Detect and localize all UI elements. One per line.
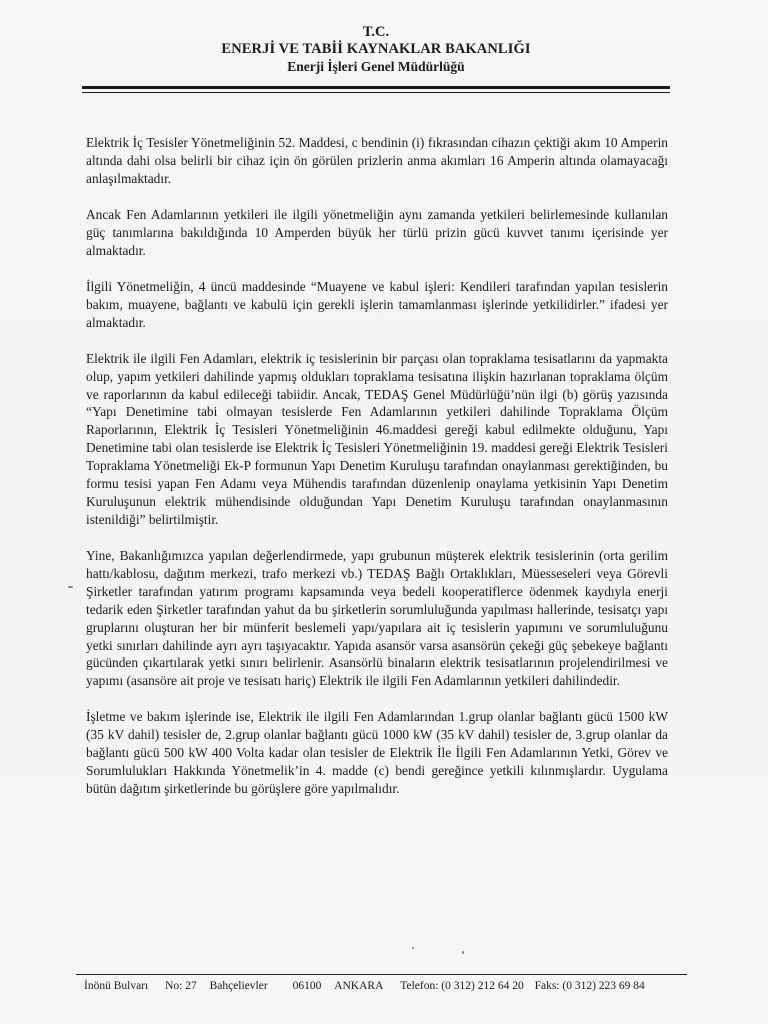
scan-speck xyxy=(462,951,464,954)
paragraph-2: Ancak Fen Adamlarının yetkileri ile ilgili yönetmeliğin aynı zamanda yetkileri belirlemesinde kullanılan güç tanımlarına bakıldığında 10 Amperden büyük her türlü prizin gücü kuvvet tanımı içerisinde yer almaktadır. xyxy=(86,206,668,258)
footer-fax: Faks: (0 312) 223 69 84 xyxy=(534,980,645,992)
letterhead-ministry: ENERJİ VE TABİİ KAYNAKLAR BAKANLIĞI xyxy=(221,41,531,57)
letterhead-directorate: Enerji İşleri Genel Müdürlüğü xyxy=(287,59,465,74)
footer-city: ANKARA xyxy=(334,980,384,992)
footer-rule xyxy=(76,974,687,975)
footer-street: İnönü Bulvarı xyxy=(84,980,149,992)
paragraph-1: Elektrik İç Tesisler Yönetmeliğinin 52. Maddesi, c bendinin (i) fıkrasından cihazın çektiği akım 10 Amperin altında dahi olsa belirli bir cihaz için ön görülen prizlerin anma akımları 16 Amperin altında olamayacağı anlaşılmaktadır. xyxy=(86,135,668,186)
paragraph-4: Elektrik ile ilgili Fen Adamları, elektrik iç tesislerinin bir parçası olan topraklama tesisatlarını da yapmakta olup, yapım yetkileri dahilinde yapmış oldukları topraklama tesisatına ilişkin hazırlanan topraklama ölçüm ve raporlarının da kabul edileceği tabiidir. Ancak, TEDAŞ Genel Müdürlüğü’nün ilgi (b) görüş yazısında “Yapı Denetimine tabi olmayan tesislerde Fen Adamlarının yetkileri dahilinde Topraklama Ölçüm Raporlarının, Elektrik İç Tesisleri Yönetmeliğinin 46.maddesi gereği kabul edilmekte olduğunu, Yapı Denetimine tabi olan tesislerde ise Elektrik İç Tesisleri Yönetmeliğinin 19. maddesi gereği Elektrik Tesisleri Topraklama Yönetmeliği Ek-P formunun Yapı Denetim Kuruluşu tarafından onaylanması gerektiğinden, bu formu tesisi yapan Fen Adamı veya Mühendis tarafından düzenlenip onaylama yetkisinin Yapı Denetim Kuruluşunun elektrik mühendisinde olduğundan Yapı Denetim Kuruluşu tarafından onaylanmasının istenildiği” belirtilmiştir. xyxy=(86,350,668,527)
footer-number: No: 27 xyxy=(165,980,197,992)
footer-phone: Telefon: (0 312) 212 64 20 xyxy=(400,980,524,992)
paragraph-3: İlgili Yönetmeliğin, 4 üncü maddesinde “Muayene ve kabul işleri: Kendileri tarafından yapılan tesislerin bakım, muayene, bağlantı ve kabulü için gerekli işlerin tamamlanması işlerinde yetkilidirler.” ifadesi yer almaktadır. xyxy=(86,278,668,330)
letter-body xyxy=(86,134,668,816)
scan-speck xyxy=(412,947,414,949)
footer-address xyxy=(84,979,688,993)
scan-speck xyxy=(68,586,73,588)
footer-district: Bahçelievler xyxy=(209,980,268,992)
header-rule-thin xyxy=(82,92,670,93)
footer-postal-code: 06100 xyxy=(292,980,322,992)
header-rule-thick xyxy=(82,86,670,89)
letterhead xyxy=(82,24,670,75)
letterhead-country: T.C. xyxy=(362,24,390,40)
paragraph-6: İşletme ve bakım işlerinde ise, Elektrik ile ilgili Fen Adamlarından 1.grup olanlar bağlantı gücü 1500 kW (35 kV dahil) tesisler de, 2.grup olanlar bağlantı gücü 1000 kW (35 kV dahil) tesisler de, 3.grup olanlar da bağlantı gücü 500 kW 400 Volta kadar olan tesisler de Elektrik İle İlgili Fen Adamlarının Yetki, Görev ve Sorumlulukları Hakkında Yönetmelik’in 4. madde (c) bendi gereğince yetkili kılınmışlardır. Uygulama bütün dağıtım şirketlerinde bu görüşlere göre yapılmalıdır. xyxy=(86,709,668,797)
paragraph-5: Yine, Bakanlığımızca yapılan değerlendirmede, yapı grubunun müşterek elektrik tesislerinin (orta gerilim hattı/kablosu, dağıtım merkezi, trafo merkezi vb.) TEDAŞ Bağlı Ortaklıkları, Müesseseleri veya Görevli Şirketler tarafından yatırım programı kapsamında veya bedeli kooperatiflerce ödenmek kaydıyla enerji tedarik eden Şirketler tarafından yahut da bu şirketlerin sorumluluğunda yapılması hallerinde, tesisatçı yapı gruplarını oluşturan her bir münferit beslemeli yapı/yapılara ait iç tesislerin yapımını ve sorumluluğunu yetki sınırları dahilinde ayrı ayrı taşıyacaktır. Yapıda asansör varsa asansörün çekeği güç şebekeye bağlantı gücünden çıkartılarak yetki sınırı belirlenir. Asansörlü binaların elektrik tesisatlarının projelendirilmesi ve yapımı (asansöre ait proje ve tesisatı hariç) Elektrik ile ilgili Fen Adamlarının yetkileri dahilindedir. xyxy=(86,547,668,689)
